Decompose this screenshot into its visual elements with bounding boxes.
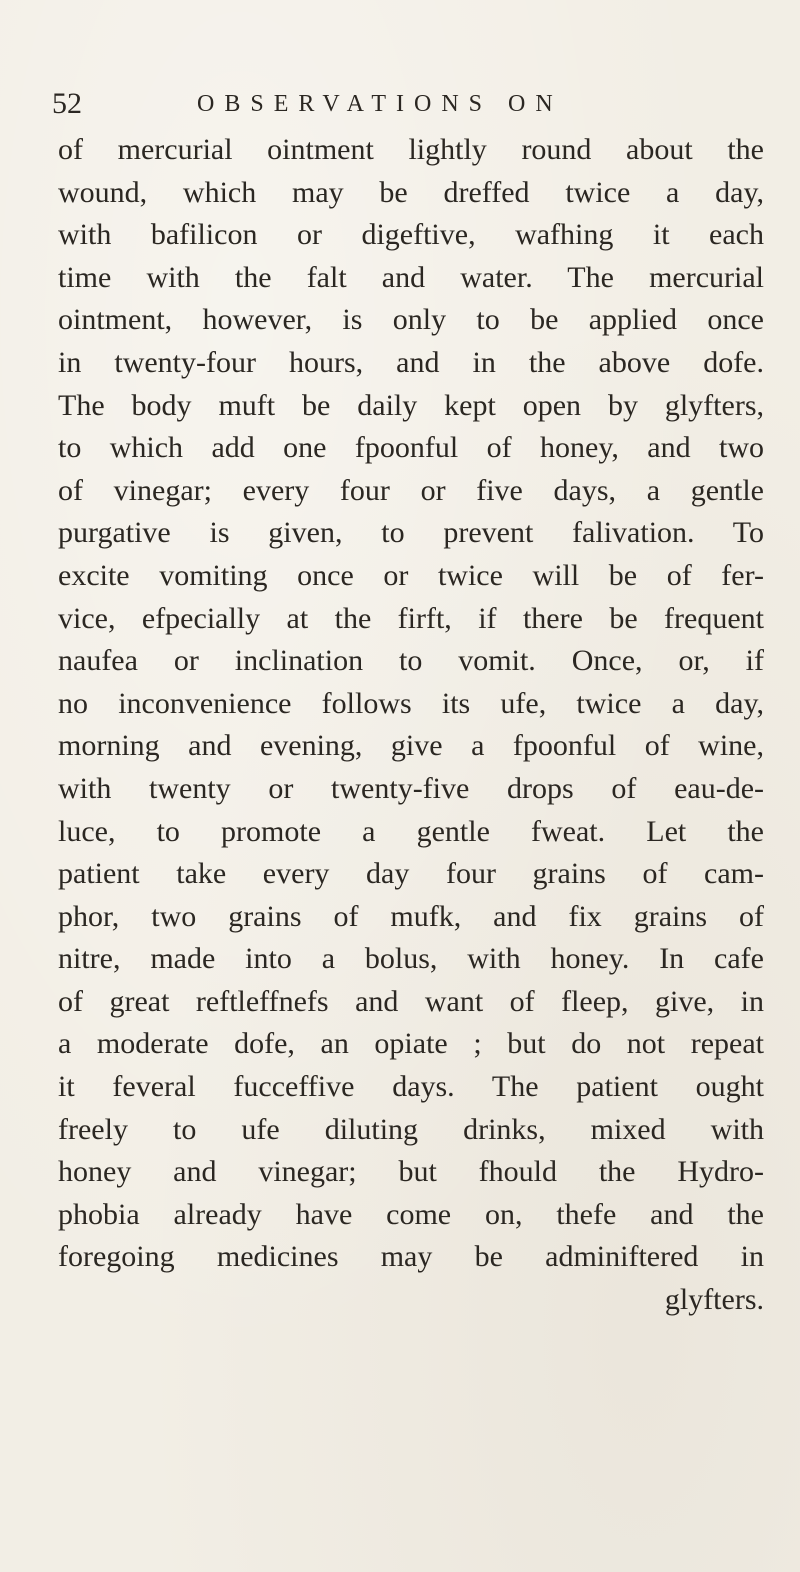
- text-line: phor, two grains of mufk, and fix grains of: [58, 899, 764, 933]
- text-line: wound, which may be dreffed twice a day,: [58, 175, 764, 209]
- text-line: a moderate dofe, an opiate ; but do not repeat: [58, 1027, 764, 1061]
- page-number: 52: [52, 87, 82, 120]
- text-line: it feveral fucceffive days. The patient ought: [58, 1070, 764, 1104]
- text-line: with bafilicon or digeftive, wafhing it each: [58, 218, 764, 252]
- text-line: to which add one fpoonful of honey, and two: [58, 431, 764, 465]
- body-text: [58, 129, 764, 1322]
- text-line: honey and vinegar; but fhould the Hydro-: [58, 1155, 764, 1189]
- text-line: phobia already have come on, thefe and the: [58, 1197, 764, 1231]
- text-line: freely to ufe diluting drinks, mixed with: [58, 1112, 764, 1146]
- text-line: of great reftleffnefs and want of fleep, give, in: [58, 984, 764, 1018]
- page-header: [52, 84, 760, 124]
- text-line: naufea or inclination to vomit. Once, or, if: [58, 644, 764, 678]
- text-line: of vinegar; every four or five days, a gentle: [58, 473, 764, 507]
- text-line: vice, efpecially at the firft, if there be frequent: [58, 601, 764, 635]
- text-line: nitre, made into a bolus, with honey. In cafe: [58, 942, 764, 976]
- catchword-line: glyfters.: [664, 1283, 764, 1317]
- text-line: The body muft be daily kept open by glyfters,: [58, 388, 764, 422]
- text-line: of mercurial ointment lightly round about the: [58, 133, 764, 166]
- text-line: purgative is given, to prevent falivation. To: [58, 516, 764, 550]
- text-line: excite vomiting once or twice will be of fer-: [58, 558, 764, 592]
- text-line: luce, to promote a gentle fweat. Let the: [58, 814, 764, 848]
- text-line: foregoing medicines may be adminiftered in: [58, 1240, 764, 1274]
- running-head: OBSERVATIONS ON: [197, 91, 563, 117]
- text-line: ointment, however, is only to be applied once: [58, 303, 764, 337]
- text-line: morning and evening, give a fpoonful of wine,: [58, 729, 764, 763]
- text-line: patient take every day four grains of cam-: [58, 857, 764, 891]
- text-line: with twenty or twenty-five drops of eau-de-: [58, 771, 764, 805]
- text-line: no inconvenience follows its ufe, twice a day,: [58, 686, 764, 720]
- text-line: in twenty-four hours, and in the above dofe.: [58, 345, 764, 379]
- text-line: time with the falt and water. The mercurial: [58, 260, 764, 294]
